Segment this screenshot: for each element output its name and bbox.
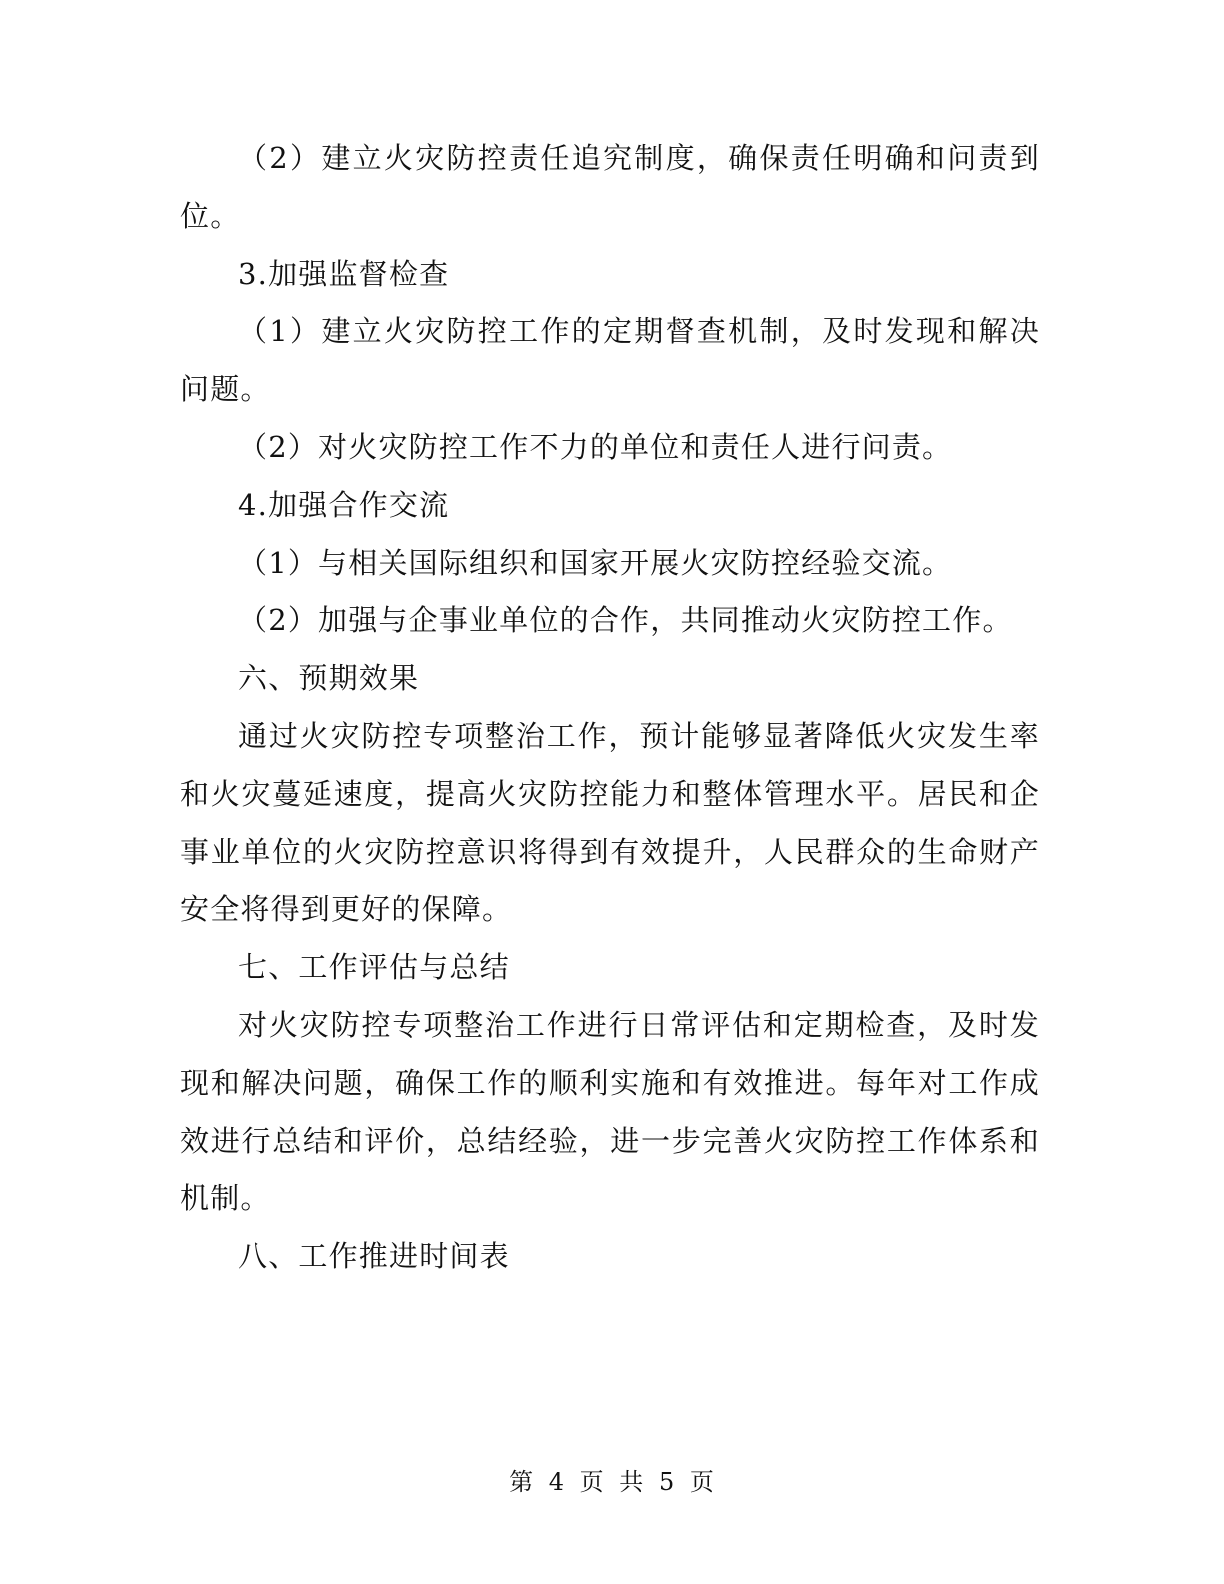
paragraph-expected-results: 通过火灾防控专项整治工作，预计能够显著降低火灾发生率和火灾蔓延速度，提高火灾防控能力和整体管理水平。居民和企事业单位的火灾防控意识将得到有效提升，人民群众的生命财产安全将得到更好的保障。 xyxy=(180,718,1040,927)
page-number-footer: 第 4 页 共 5 页 xyxy=(509,1468,715,1496)
clause-2-inspection: （2）对火灾防控工作不力的单位和责任人进行问责。 xyxy=(238,429,953,464)
chapter-heading-expected-results: 六、预期效果 xyxy=(238,661,420,696)
section-heading-cooperation: 4.加强合作交流 xyxy=(238,487,450,522)
document-body xyxy=(180,130,1040,1286)
chapter-heading-evaluation: 七、工作评估与总结 xyxy=(238,950,510,985)
clause-1-inspection: （1）建立火灾防控工作的定期督查机制，及时发现和解决问题。 xyxy=(180,314,1040,407)
paragraph-evaluation: 对火灾防控专项整治工作进行日常评估和定期检查，及时发现和解决问题，确保工作的顺利实施和有效推进。每年对工作成效进行总结和评价，总结经验，进一步完善火灾防控工作体系和机制。 xyxy=(180,1007,1040,1216)
section-heading-supervision: 3.加强监督检查 xyxy=(238,256,450,291)
chapter-heading-timeline: 八、工作推进时间表 xyxy=(238,1239,510,1274)
clause-2-cooperation: （2）加强与企事业单位的合作，共同推动火灾防控工作。 xyxy=(238,603,1013,638)
clause-2-accountability: （2）建立火灾防控责任追究制度，确保责任明确和问责到位。 xyxy=(180,141,1040,233)
clause-1-cooperation: （1）与相关国际组织和国家开展火灾防控经验交流。 xyxy=(238,545,953,580)
